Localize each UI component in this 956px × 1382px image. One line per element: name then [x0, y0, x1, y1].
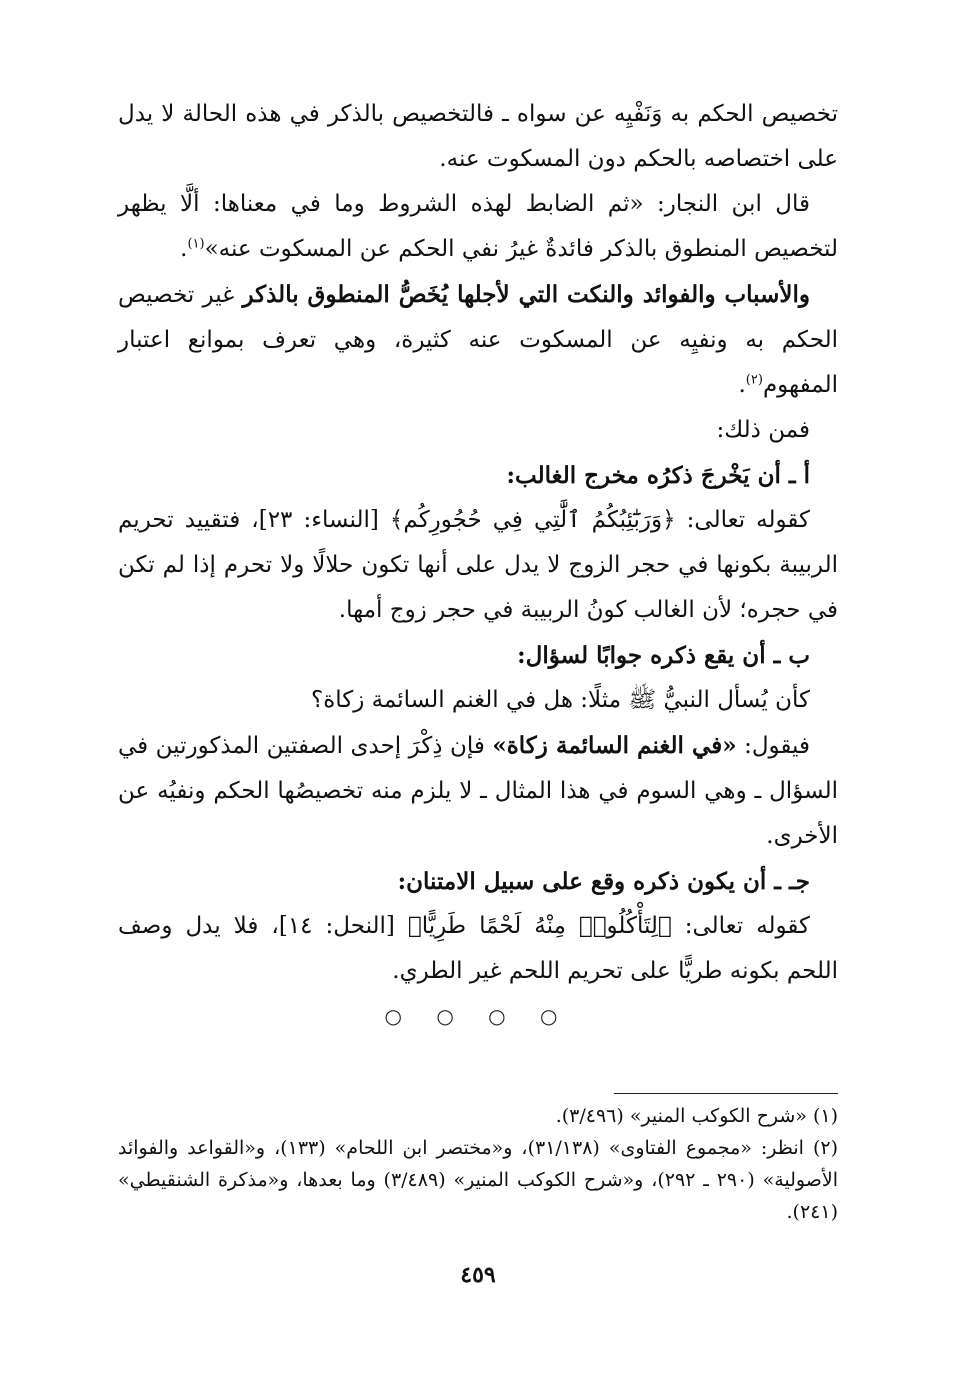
paragraph-7-lead: فيقول:	[736, 733, 810, 759]
paragraph-6: كأن يُسأل النبيُّ ﷺ مثلًا: هل في الغنم السائمة زكاة؟	[311, 687, 810, 713]
main-text	[118, 92, 838, 1039]
footnote-divider	[614, 1093, 838, 1094]
heading-a: أ ـ أن يَخْرجَ ذكرُه مخرج الغالب:	[506, 462, 810, 489]
paragraph-7-text: فإن ذِكْرَ إحدى الصفتين المذكورتين في السؤال ـ وهي السوم في هذا المثال ـ لا يلزم منه تخصيصُها الحكم ونفيُه عن الأخرى.	[118, 733, 838, 849]
paragraph-8: كقوله تعالى: ﴿لِتَأْكُلُوا۟ مِنْهُ لَحْمًا طَرِيًّا﴾ [النحل: ١٤]، فلا يدل وصف اللحم بكونه طريًّا على تحريم اللحم غير الطري.	[118, 913, 838, 984]
ibn-najjar-quote: قال ابن النجار: «ثم الضابط لهذه الشروط وما في معناها: ألَّا يظهر لتخصيص المنطوق بالذكر فائدةٌ غيرُ نفي الحكم عن المسكوت عنه»	[118, 191, 838, 262]
paragraph-3: والأسباب والفوائد والنكت التي لأجلها يُخَصُّ المنطوق بالذكر غير تخصيص الحكم به ونفيِه عن المسكوت عنه كثيرة، وهي تعرف بموانع اعتبار المفهوم$^{(٢)}$.	[118, 281, 838, 398]
hadith-quote: «في الغنم السائمة زكاة»	[492, 732, 737, 759]
paragraph-3-text: غير تخصيص الحكم به ونفيِه عن المسكوت عنه كثيرة، وهي تعرف بموانع اعتبار المفهوم	[118, 282, 838, 398]
footnotes	[118, 1100, 838, 1228]
paragraph-5: كقوله تعالى: ﴿وَرَبَٰٓئِبُكُمُ ٱلَّٰتِي فِي حُجُورِكُم﴾ [النساء: ٢٣]، فتقييد تحريم الربيبة بكونها في حجر الزوج لا يدل على أنها تكون حلالًا ولا تحرم إذا لم تكن في حجره؛ لأن الغالب كونُ الربيبة في حجر زوج أمها.	[118, 507, 838, 623]
footnote-ref-2: (٢)	[745, 372, 763, 388]
footnote-ref-1: (١)	[187, 236, 205, 252]
footnote-1: (١) «شرح الكوكب المنير» (٣/٤٩٦).	[555, 1105, 838, 1127]
heading-b: ب ـ أن يقع ذكره جوابًا لسؤال:	[517, 642, 810, 669]
section-separator: ○ ○ ○ ○	[384, 1004, 572, 1028]
bold-statement: والأسباب والفوائد والنكت التي لأجلها يُخَصُّ المنطوق بالذكر	[242, 281, 811, 308]
paragraph-4: فمن ذلك:	[716, 417, 810, 443]
heading-c: جـ ـ أن يكون ذكره وقع على سبيل الامتنان:	[397, 868, 810, 895]
footnote-2: (٢) انظر: «مجموع الفتاوى» (٣١/١٣٨)، و«مختصر ابن اللحام» (١٣٣)، و«القواعد والفوائد الأصولية» (٢٩٠ ـ ٢٩٢)، و«شرح الكوكب المنير» (٣/٤٨٩) وما بعدها، و«مذكرة الشنقيطي» (٢٤١).	[118, 1137, 838, 1223]
paragraph-7	[118, 723, 838, 859]
paragraph-1: تخصيص الحكم به وَنَفْيِه عن سواه ـ فالتخصيص بالذكر في هذه الحالة لا يدل على اختصاصه بالحكم دون المسكوت عنه.	[118, 101, 838, 172]
page-number: ٤٥٩	[460, 1262, 496, 1288]
paragraph-2: قال ابن النجار: «ثم الضابط لهذه الشروط وما في معناها: ألَّا يظهر لتخصيص المنطوق بالذكر فائدةٌ غيرُ نفي الحكم عن المسكوت عنه»$^{(١)}$.	[118, 191, 838, 262]
